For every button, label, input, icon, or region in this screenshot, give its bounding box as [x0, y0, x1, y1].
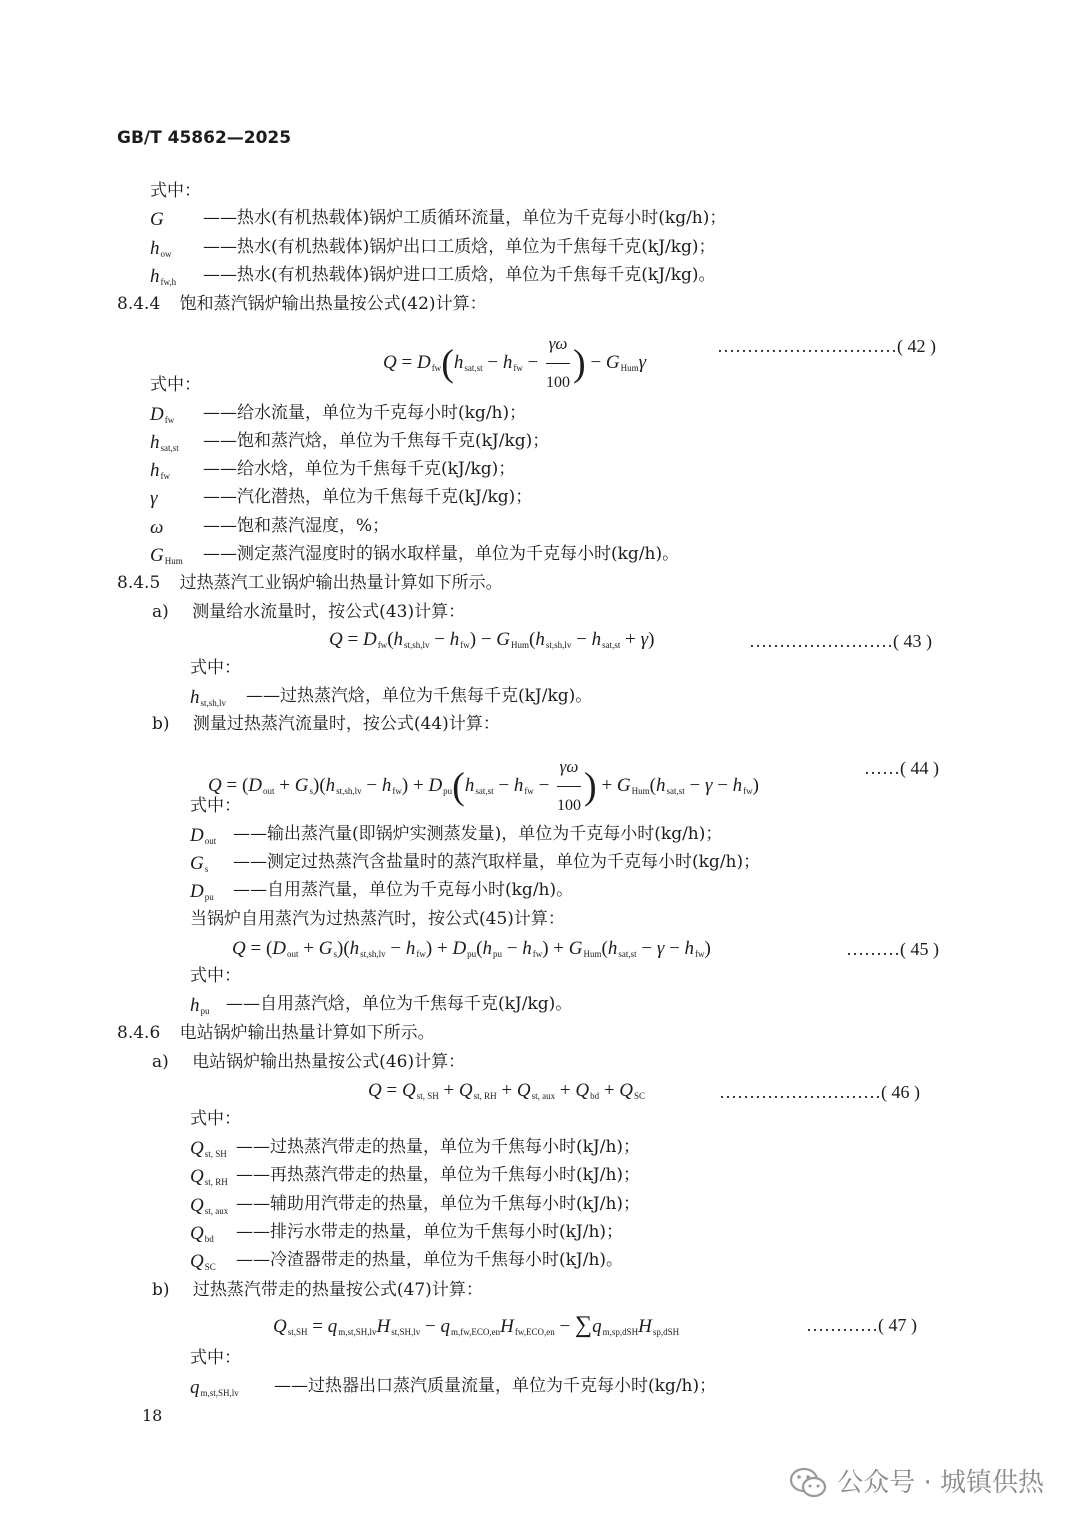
list-text: 过热蒸汽带走的热量按公式(47)计算： — [192, 1280, 483, 1300]
def-row: $Q_{bd}$ ——排污水带走的热量，单位为千焦每小时(kJ/h)； — [190, 1222, 624, 1244]
equation-number: ……( 44 ) — [864, 758, 939, 778]
def-text: ——给水流量，单位为千克每小时(kg/h)； — [203, 403, 527, 423]
def-text: ——再热蒸汽带走的热量，单位为千焦每小时(kJ/h)； — [236, 1165, 641, 1185]
def-text: ——辅助用汽带走的热量，单位为千焦每小时(kJ/h)； — [236, 1194, 641, 1214]
def-text: ——给水焓，单位为千焦每千克(kJ/kg)； — [203, 459, 516, 479]
equation-43: $Q = D_{fw}(h_{st,sh,lv} - h_{fw}) - G_{Hum}(h_{st,sh,lv} - h_{sat,st} + \gamma)$ — [329, 629, 655, 650]
page-number: 18 — [142, 1406, 163, 1425]
def-symbol: G — [150, 209, 164, 230]
where-label: 式中： — [150, 181, 201, 201]
def-text: ——汽化潜热，单位为千焦每千克(kJ/kg)； — [203, 487, 533, 507]
def-text: ——饱和蒸汽焓，单位为千焦每千克(kJ/kg)； — [203, 431, 550, 451]
where-label: 式中： — [150, 375, 201, 395]
section-number: 8.4.4 — [117, 294, 161, 314]
watermark-text: 公众号 · 城镇供热 — [837, 1468, 1044, 1498]
where-label: 式中： — [190, 966, 241, 986]
def-symbol: $h_{ow}$ — [150, 238, 172, 259]
section-title: 电站锅炉输出热量计算如下所示。 — [179, 1023, 435, 1043]
equation-number: ……………………( 43 ) — [749, 631, 932, 651]
section-title: 饱和蒸汽锅炉输出热量按公式(42)计算： — [179, 294, 487, 314]
def-row — [150, 237, 716, 259]
where-label: 式中： — [190, 1109, 241, 1129]
def-row: $Q_{st, SH}$ ——过热蒸汽带走的热量，单位为千焦每小时(kJ/h)； — [190, 1137, 641, 1159]
def-text: ——测定蒸汽湿度时的锅水取样量，单位为千克每小时(kg/h)。 — [203, 544, 680, 564]
list-item — [152, 604, 465, 621]
def-row: $G_{Hum}$ ——测定蒸汽湿度时的锅水取样量，单位为千克每小时(kg/h)。 — [150, 544, 680, 566]
def-row: $h_{fw}$ ——给水焓，单位为千焦每千克(kJ/kg)； — [150, 459, 516, 481]
def-row: $G_s$ ——测定过热蒸汽含盐量时的蒸汽取样量，单位为千克每小时(kg/h)； — [190, 852, 761, 874]
def-row: $D_{out}$ ——输出蒸汽量(即锅炉实测蒸发量)，单位为千克每小时(kg/h)； — [190, 824, 723, 846]
paragraph: 当锅炉自用蒸汽为过热蒸汽时，按公式(45)计算： — [190, 909, 565, 929]
def-row — [150, 208, 727, 230]
list-item — [152, 1282, 483, 1299]
wechat-icon — [789, 1466, 827, 1500]
def-text: ——饱和蒸汽湿度，%； — [203, 516, 390, 536]
list-label: b) — [152, 714, 170, 734]
section-heading — [117, 575, 503, 592]
def-row: $D_{fw}$ ——给水流量，单位为千克每小时(kg/h)； — [150, 403, 527, 425]
def-row: $Q_{SC}$ ——冷渣器带走的热量，单位为千焦每小时(kJ/h)。 — [190, 1250, 624, 1272]
where-label: 式中： — [190, 1348, 241, 1368]
def-text: ——冷渣器带走的热量，单位为千焦每小时(kJ/h)。 — [236, 1250, 624, 1270]
def-symbol: $h_{fw,h}$ — [150, 266, 177, 287]
list-text: 测量过热蒸汽流量时，按公式(44)计算： — [192, 714, 500, 734]
equation-44: $Q = (D_{out} + G_s)(h_{st,sh,lv} - h_{fw}) + D_{pu}(h_{sat,st} - h_{fw}$ − $\frac{\gamma\omega}{100}$ ) + $G_{Hum}(h_{sat,st} - \gamma - h_{fw})$ — [208, 749, 759, 785]
equation-42: $Q = D_{fw}(h_{sat,st} - h_{fw}$ − $\frac{\gamma\omega}{100}$ ) − $G_{Hum}\gamma$ — [383, 326, 646, 362]
equation-number: ………………………( 46 ) — [719, 1082, 920, 1102]
def-row: $h_{st,sh,lv}$ ——过热蒸汽焓，单位为千焦每千克(kJ/kg)。 — [190, 686, 593, 708]
section-number: 8.4.6 — [117, 1023, 161, 1043]
section-title: 过热蒸汽工业锅炉输出热量计算如下所示。 — [179, 573, 503, 593]
def-row — [150, 265, 716, 287]
def-text: ——自用蒸汽焓，单位为千焦每千克(kJ/kg)。 — [226, 994, 573, 1014]
def-text: ——排污水带走的热量，单位为千焦每小时(kJ/h)； — [236, 1222, 624, 1242]
list-label: a) — [152, 602, 169, 622]
document-number: GB/T 45862—2025 — [117, 128, 292, 148]
def-row: $D_{pu}$ ——自用蒸汽量，单位为千克每小时(kg/h)。 — [190, 880, 574, 902]
def-text: ——自用蒸汽量，单位为千克每小时(kg/h)。 — [233, 880, 574, 900]
equation-number: …………( 47 ) — [806, 1315, 917, 1335]
list-text: 电站锅炉输出热量按公式(46)计算： — [192, 1052, 466, 1072]
def-text: ——过热蒸汽焓，单位为千焦每千克(kJ/kg)。 — [246, 686, 593, 706]
list-text: 测量给水流量时，按公式(43)计算： — [192, 602, 466, 622]
list-item — [152, 1054, 465, 1071]
list-label: b) — [152, 1280, 170, 1300]
section-number: 8.4.5 — [117, 573, 161, 593]
where-label: 式中： — [190, 796, 241, 816]
list-item — [152, 716, 500, 733]
def-row: $h_{sat,st}$ ——饱和蒸汽焓，单位为千焦每千克(kJ/kg)； — [150, 431, 550, 453]
def-text: ——热水(有机热载体)锅炉工质循环流量，单位为千克每小时(kg/h)； — [203, 208, 727, 228]
list-label: a) — [152, 1052, 169, 1072]
section-heading — [117, 296, 487, 313]
def-row: $h_{pu}$ ——自用蒸汽焓，单位为千焦每千克(kJ/kg)。 — [190, 994, 573, 1016]
def-row: ω ——饱和蒸汽湿度，%； — [150, 516, 390, 538]
where-label: 式中： — [190, 658, 241, 678]
equation-number: …………………………( 42 ) — [717, 336, 936, 356]
def-text: ——输出蒸汽量(即锅炉实测蒸发量)，单位为千克每小时(kg/h)； — [233, 824, 723, 844]
equation-45: $Q = (D_{out} + G_s)(h_{st,sh,lv} - h_{fw}) + D_{pu}(h_{pu} - h_{fw}) + G_{Hum}(h_{sat,st} - \gamma - h_{fw})$ — [232, 938, 711, 959]
def-text: ——测定过热蒸汽含盐量时的蒸汽取样量，单位为千克每小时(kg/h)； — [233, 852, 761, 872]
def-text: ——热水(有机热载体)锅炉出口工质焓，单位为千焦每千克(kJ/kg)； — [203, 237, 716, 257]
def-row: $Q_{st, RH}$ ——再热蒸汽带走的热量，单位为千焦每小时(kJ/h)； — [190, 1165, 641, 1187]
section-heading — [117, 1025, 435, 1042]
def-row: $Q_{st, aux}$ ——辅助用汽带走的热量，单位为千焦每小时(kJ/h)； — [190, 1194, 641, 1216]
def-text: ——过热器出口蒸汽质量流量，单位为千克每小时(kg/h)； — [274, 1376, 717, 1396]
def-row: $q_{m,st,SH,lv}$ ——过热器出口蒸汽质量流量，单位为千克每小时(kg/h)； — [190, 1376, 717, 1398]
watermark — [789, 1466, 1044, 1500]
equation-47: $Q_{st,SH} = q_{m,st,SH,lv}H_{st,SH,lv} - q_{m,fw,ECO,en}H_{fw,ECO,en} - \sum q_{m,sp,dSH}H_{sp,dSH}$ — [273, 1312, 680, 1338]
equation-46: $Q = Q_{st, SH} + Q_{st, RH} + Q_{st, aux} + Q_{bd} + Q_{SC}$ — [368, 1080, 646, 1101]
def-row: γ ——汽化潜热，单位为千焦每千克(kJ/kg)； — [150, 487, 533, 509]
equation-number: ………( 45 ) — [846, 939, 939, 959]
def-text: ——过热蒸汽带走的热量，单位为千焦每小时(kJ/h)； — [236, 1137, 641, 1157]
def-text: ——热水(有机热载体)锅炉进口工质焓，单位为千焦每千克(kJ/kg)。 — [203, 265, 716, 285]
